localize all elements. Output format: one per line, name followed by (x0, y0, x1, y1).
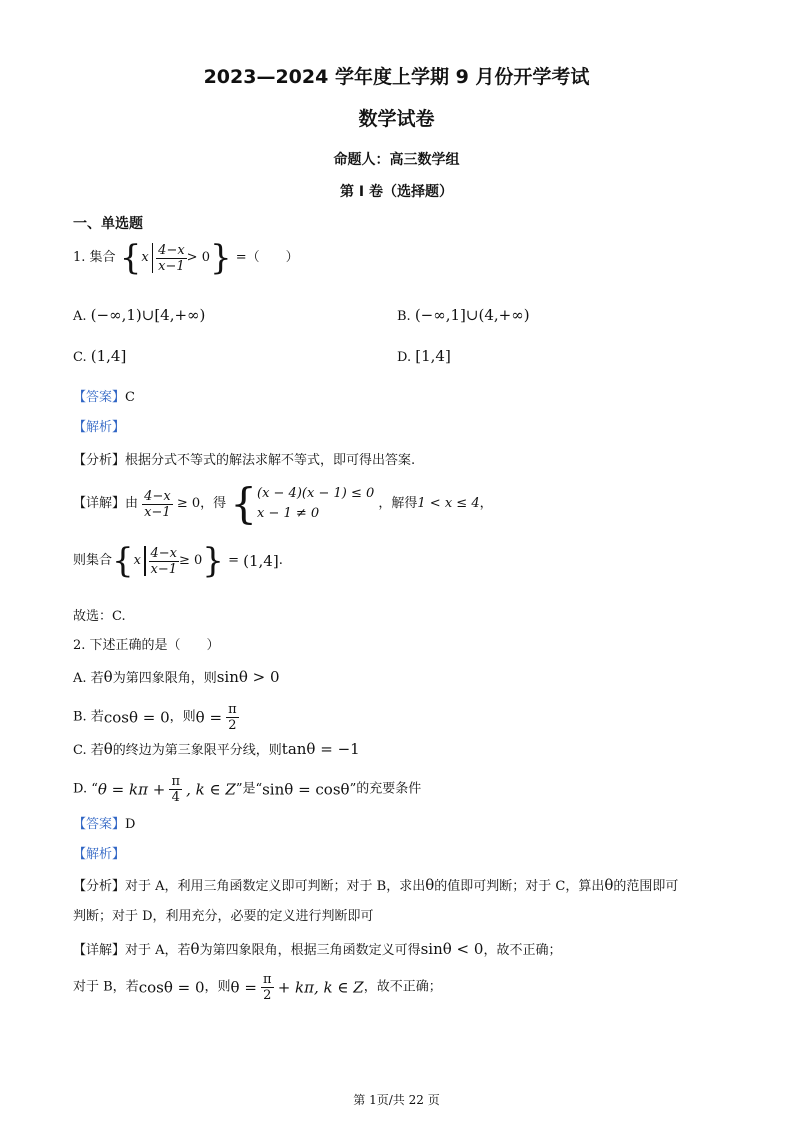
q1-stem (73, 238, 299, 281)
volume-title: 第 I 卷（选择题） (340, 184, 453, 200)
set-separator (152, 243, 154, 273)
q2-option-a: A. 若θ为第四象限角，则sinθ > 0 (73, 668, 280, 686)
subject-title: 数学试卷 (358, 108, 435, 130)
system-brace: { (230, 479, 257, 528)
q2-fenxi-line2: 判断；对于 D，利用充分，必要的定义进行判断即可 (73, 909, 374, 924)
q1-suffix: =（ ） (235, 250, 299, 265)
answer-tag: 【答案】 (73, 390, 126, 405)
q1-prefix: 1. 集合 (73, 250, 116, 265)
q2-detail-a: 【详解】对于 A，若θ为第四象限角，根据三角函数定义可得sinθ < 0，故不正确； (73, 940, 562, 958)
q1-answer (73, 389, 135, 407)
q2-stem: 2. 下述正确的是（ ） (73, 638, 220, 653)
q1-analysis-tag: 【解析】 (73, 420, 126, 435)
q1-option-d: D. [1,4] (397, 347, 451, 365)
q2-option-d: D. “θ = kπ + $\frac{\pi}{4}$ , k ∈ Z”是“sinθ = cosθ”的充要条件 (73, 774, 422, 805)
q2-option-b: B. 若cosθ = 0，则θ = $\frac{\pi}{2}$ (73, 702, 237, 733)
q1-detail: 【详解】由 $\frac{4-x}{x-1}$ ≥ 0，得 { (x − 4)(x − 1) ≤ 0 x − 1 ≠ 0 ，解得1 < x ≤ 4， (73, 479, 493, 528)
q2-option-c: C. 若θ的终边为第三象限平分线，则tanθ = −1 (73, 740, 360, 758)
q1-fenxi: 【分析】根据分式不等式的解法求解不等式，即可得出答案. (73, 453, 416, 468)
q1-option-b: B. (−∞,1]∪(4,+∞) (397, 306, 530, 324)
q1-option-c: C. (1,4] (73, 347, 127, 365)
exam-title: 2023—2024 学年度上学期 9 月份开学考试 (203, 66, 590, 88)
q2-detail-b: 对于 B，若cosθ = 0，则θ = $\frac{\pi}{2}$ + kπ, k ∈ Z，故不正确； (73, 972, 442, 1003)
q2-fenxi-line1: 【分析】对于 A，利用三角函数定义即可判断；对于 B，求出θ的值即可判断；对于 C，算出θ的范围即可 (73, 876, 679, 894)
set-variable: x (141, 250, 149, 265)
set-brace-right: } (209, 238, 232, 278)
detail-fraction: $\frac{4-x}{x-1}$ (144, 488, 171, 520)
q1-ineq: > 0 (186, 250, 210, 265)
q1-choice: 故选：C. (73, 609, 126, 624)
section-title: 一、单选题 (73, 216, 143, 232)
set-brace-left: { (119, 238, 142, 278)
author-line: 命题人：高三数学组 (333, 152, 460, 168)
page-footer: 第 1页/共 22 页 (353, 1093, 440, 1107)
q1-conclusion: 则集合{x $\frac{4-x}{x-1}$ ≥ 0} = (1,4]. (73, 541, 283, 581)
answer-value: C (125, 390, 135, 405)
q1-fraction (156, 243, 187, 274)
q1-option-a: A. (−∞,1)∪[4,+∞) (73, 306, 206, 324)
q1-frac-num: 4−x (158, 242, 185, 258)
q2-analysis-tag: 【解析】 (73, 847, 126, 862)
q1-frac-den: x−1 (158, 258, 185, 274)
q2-answer: 【答案】D (73, 817, 136, 832)
inequality-system: (x − 4)(x − 1) ≤ 0 x − 1 ≠ 0 (257, 486, 375, 521)
